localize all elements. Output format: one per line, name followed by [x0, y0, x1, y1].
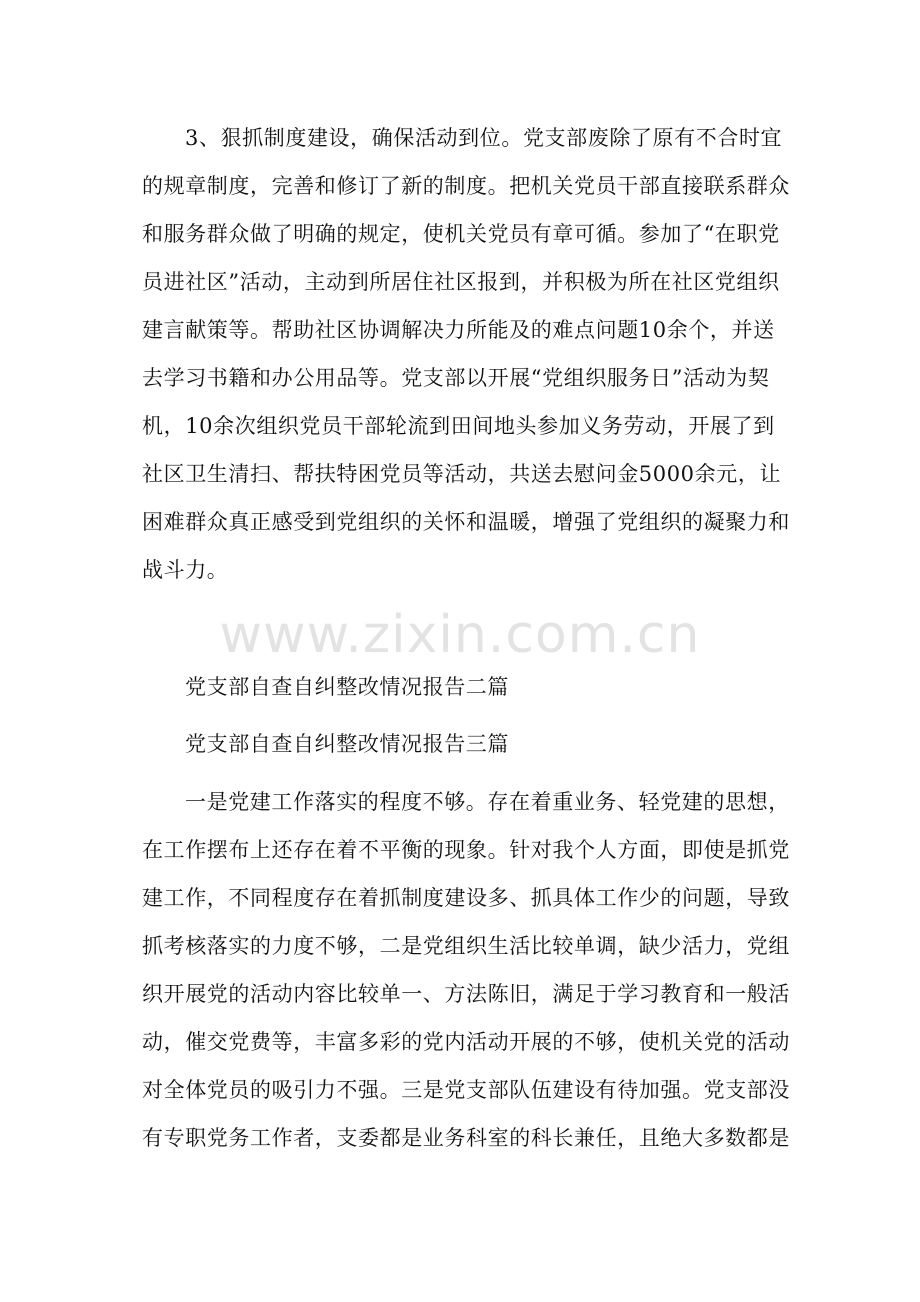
paragraph-line: 动，催交党费等，丰富多彩的党内活动开展的不够，使机关党的活动 — [142, 1030, 790, 1054]
paragraph-line: 3、狠抓制度建设，确保活动到位。党支部废除了原有不合时宜 — [185, 126, 783, 150]
paragraph-line: 去学习书籍和办公用品等。党支部以开展“党组织服务日”活动为契 — [142, 366, 770, 390]
paragraph-line: 社区卫生清扫、帮扶特困党员等活动，共送去慰问金5000余元，让 — [142, 462, 782, 486]
section-heading: 党支部自查自纠整改情况报告三篇 — [185, 732, 509, 756]
section-heading: 党支部自查自纠整改情况报告二篇 — [185, 675, 509, 699]
paragraph-line: 对全体党员的吸引力不强。三是党支部队伍建设有待加强。党支部没 — [142, 1078, 790, 1102]
paragraph-line: 的规章制度，完善和修订了新的制度。把机关党员干部直接联系群众 — [142, 174, 790, 198]
paragraph-line: 和服务群众做了明确的规定，使机关党员有章可循。参加了“在职党 — [142, 222, 780, 246]
paragraph-line: 员进社区”活动，主动到所居住社区报到，并积极为所在社区党组织 — [142, 270, 780, 294]
paragraph-line: 抓考核落实的力度不够，二是党组织生活比较单调，缺少活力，党组 — [142, 934, 790, 958]
paragraph-line: 织开展党的活动内容比较单一、方法陈旧，满足于学习教育和一般活 — [142, 982, 790, 1006]
paragraph-line: 困难群众真正感受到党组织的关怀和温暖，增强了党组织的凝聚力和 — [142, 510, 790, 534]
paragraph-line: 在工作摆布上还存在着不平衡的现象。针对我个人方面，即使是抓党 — [142, 838, 790, 862]
paragraph-line: 一是党建工作落实的程度不够。存在着重业务、轻党建的思想， — [185, 790, 790, 814]
paragraph-line: 有专职党务工作者，支委都是业务科室的科长兼任，且绝大多数都是 — [142, 1126, 790, 1150]
paragraph-line: 战斗力。 — [142, 558, 229, 582]
paragraph-line: 建工作，不同程度存在着抓制度建设多、抓具体工作少的问题，导致 — [142, 886, 790, 910]
paragraph-line: 建言献策等。帮助社区协调解决力所能及的难点问题10余个，并送 — [142, 318, 775, 342]
paragraph-line: 机，10余次组织党员干部轮流到田间地头参加义务劳动，开展了到 — [142, 414, 775, 438]
watermark: www.zixin.com.cn — [219, 605, 701, 665]
